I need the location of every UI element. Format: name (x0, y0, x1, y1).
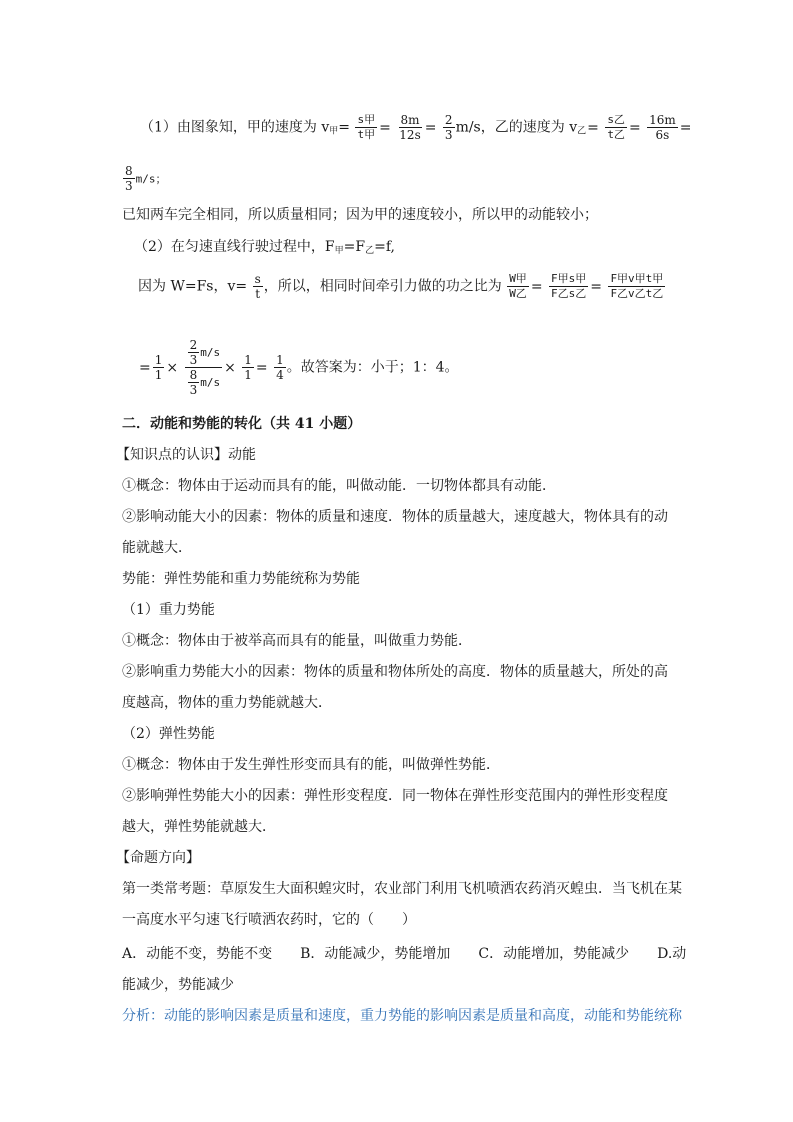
solution-line-2: $\frac{8}{3}$ m/s； (125, 164, 167, 193)
fraction-velocity-ratio: $\frac{2}{3}$ m/s $\frac{8}{3}$ m/s (185, 338, 223, 397)
fraction-8-3: $\frac{8}{3}$ (125, 164, 133, 193)
fraction-fs-ratio: $\frac{\text{F甲s甲}}{\text{F乙s乙}}$ (551, 272, 587, 300)
fraction-s-over-t-yi: $\frac{\text{s乙}}{\text{t乙}}$ (607, 113, 625, 141)
solution-line-6: = $\frac{1}{1}$ × $\frac{2}{3}$ m/s $\frac{8}{3}$ m/s × $\frac{1}{1}$ = $\frac{1}{4}$ 。故答案为：小于；1：4。 (139, 338, 459, 397)
fraction-16m-6s: $\frac{16m}{6s}$ (649, 113, 676, 142)
fraction-2-3: $\frac{2}{3}$ (444, 113, 453, 142)
fraction-fvt-ratio: $\frac{\text{F甲v甲t甲}}{\text{F乙v乙t乙}}$ (610, 272, 664, 300)
options-line: A．动能不变，势能不变 B．动能减少，势能增加 C．动能增加，势能减少 D.动 (122, 946, 687, 962)
question-line: 一高度水平匀速飞行喷洒农药时，它的（ ） (122, 912, 416, 928)
fraction-1-4: $\frac{1}{4}$ (276, 353, 284, 382)
text-line: ②影响弹性势能大小的因素：弹性形变程度．同一物体在弹性形变范围内的弹性形变程度 (122, 788, 668, 804)
fraction-s-over-t: $\frac{s}{t}$ (254, 272, 261, 301)
text-line: ②影响重力势能大小的因素：物体的质量和物体所处的高度．物体的质量越大，所处的高 (122, 664, 668, 680)
text-line: （1）重力势能 (122, 602, 215, 618)
solution-line-4: （2）在匀速直线行驶过程中，$F_甲=F_乙=f$, (134, 239, 395, 256)
text-line: （2）弹性势能 (122, 726, 215, 742)
text-line: ②影响动能大小的因素：物体的质量和速度．物体的质量越大，速度越大，物体具有的动 (122, 509, 668, 525)
direction-title: 【命题方向】 (116, 850, 200, 866)
fraction-1-1-b: $\frac{1}{1}$ (244, 353, 252, 382)
text-line: 越大，弹性势能就越大． (122, 819, 276, 835)
solution-line-1: （1）由图象知，甲的速度为 $v_甲=$ $\frac{\text{s甲}}{\text{t甲}}$ = $\frac{8m}{12s}$ = $\frac{2}{3}$ m/s，乙的速度为 $v_乙=$ $\frac{\text{s乙}}{\text{t乙}}$ = $\frac{16m}{6s}$ = (140, 113, 692, 142)
section-heading: 二．动能和势能的转化（共 41 小题） (122, 416, 362, 432)
knowledge-title: 【知识点的认识】动能 (116, 447, 256, 463)
text-line: 能就越大． (122, 540, 192, 556)
question-line: 第一类常考题：草原发生大面积蝗灾时，农业部门利用飞机喷洒农药消灭蝗虫．当飞机在某 (122, 881, 682, 897)
text-line: ①概念：物体由于被举高而具有的能量，叫做重力势能． (122, 633, 472, 649)
text-line: ①概念：物体由于发生弹性形变而具有的能，叫做弹性势能． (122, 757, 500, 773)
options-line: 能减少，势能减少 (122, 977, 234, 993)
text-line: 势能：弹性势能和重力势能统称为势能 (122, 571, 360, 587)
fraction-1-1-a: $\frac{1}{1}$ (154, 353, 163, 382)
text-line: 度越高，物体的重力势能就越大． (122, 695, 332, 711)
analysis-line: 分析：动能的影响因素是质量和速度，重力势能的影响因素是质量和高度，动能和势能统称 (122, 1008, 682, 1024)
fraction-s-over-t-jia: $\frac{\text{s甲}}{\text{t甲}}$ (357, 113, 376, 141)
text-line: ①概念：物体由于运动而具有的能，叫做动能．一切物体都具有动能． (122, 478, 556, 494)
solution-line-5: 因为 W=Fs，v= $\frac{s}{t}$ ，所以，相同时间牵引力做的功之比为 $\frac{\text{W甲}}{\text{W乙}}$ = $\frac{\text{F甲s甲}}{\text{F乙s乙}}$ = $\frac{\text{F甲v甲t甲}}{\text{F乙v乙t乙}}$ (138, 272, 664, 301)
solution-line-3: 已知两车完全相同，所以质量相同；因为甲的速度较小，所以甲的动能较小； (122, 207, 598, 223)
fraction-8m-12s: $\frac{8m}{12s}$ (399, 113, 421, 142)
fraction-work-ratio: $\frac{\text{W甲}}{\text{W乙}}$ (509, 272, 527, 300)
